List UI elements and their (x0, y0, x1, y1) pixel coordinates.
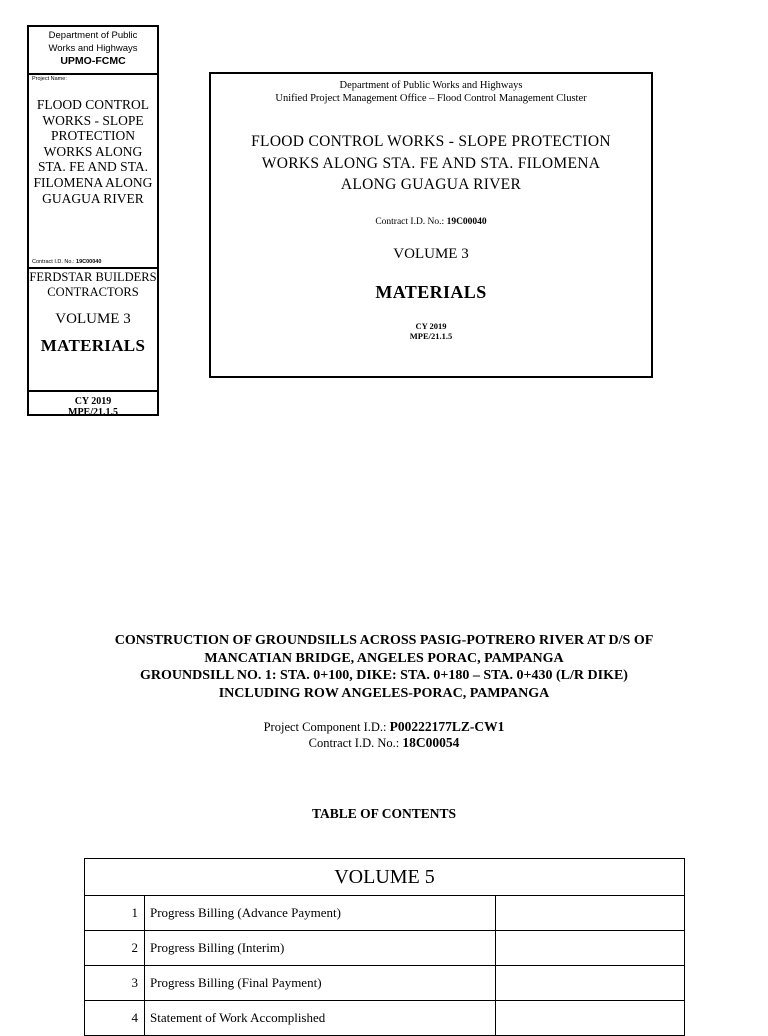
row-number: 1 (85, 896, 145, 931)
spine-cy-section (29, 392, 157, 426)
toc-heading: TABLE OF CONTENTS (311, 806, 457, 821)
project-title-line: GROUNDSILL NO. 1: STA. 0+100, DIKE: STA. 0+180 – STA. 0+430 (L/R DIKE) (140, 668, 628, 683)
cover-department: Department of Public Works and Highways (339, 80, 523, 91)
spine-department-line2: Works and Highways (48, 43, 138, 54)
spine-project-name: FLOOD CONTROL WORKS - SLOPE PROTECTION WORKS ALONG STA. FE AND STA. FILOMENA ALONG GUAGUA RIVER (33, 97, 153, 206)
spine-contract-id (32, 259, 101, 265)
component-label: Project Component I.D.: (263, 720, 387, 734)
spine-cy: CY 2019 (74, 396, 112, 407)
cover-volume: VOLUME 3 (393, 245, 469, 262)
table-row (85, 966, 685, 1001)
toc-table (84, 858, 685, 1036)
spine-volume-section (29, 269, 157, 392)
project-title-line: INCLUDING ROW ANGELES-PORAC, PAMPANGA (218, 685, 550, 701)
cover-office: Unified Project Management Office – Flood Control Management Cluster (275, 92, 587, 104)
cover-cy-block (211, 321, 651, 341)
cover-label (209, 72, 653, 378)
toc-header-row (85, 859, 685, 896)
project-title (60, 632, 708, 702)
cover-contract-id (211, 217, 651, 227)
spine-code: MPE/21.1.5 (68, 407, 118, 418)
row-item: Statement of Work Accomplished (145, 1001, 496, 1036)
cover-title: FLOOD CONTROL WORKS - SLOPE PROTECTION WORKS ALONG STA. FE AND STA. FILOMENA ALONG GUAGUA RIVER (251, 133, 611, 193)
spine-volume: VOLUME 3 (55, 311, 131, 327)
project-contract-value: 18C00054 (402, 735, 460, 750)
spine-contract-value: 19C00040 (76, 259, 102, 265)
project-title-line: CONSTRUCTION OF GROUNDSILLS ACROSS PASIG-POTRERO RIVER AT D/S OF (114, 633, 654, 648)
cover-contract-value: 19C00040 (446, 216, 487, 227)
table-row (85, 931, 685, 966)
row-extra (496, 1001, 685, 1036)
cover-code: MPE/21.1.5 (409, 330, 453, 341)
table-row (85, 1001, 685, 1036)
cover-materials: MATERIALS (375, 281, 487, 302)
project-ids (60, 719, 708, 751)
spine-materials: MATERIALS (40, 336, 146, 355)
spine-department-section (29, 27, 157, 75)
project-title-line: MANCATIAN BRIDGE, ANGELES PORAC, PAMPANGA (204, 650, 564, 666)
component-value: P00222177LZ-CW1 (389, 719, 505, 734)
row-item: Progress Billing (Advance Payment) (145, 896, 496, 931)
cover-contract-label: Contract I.D. No.: (375, 216, 445, 227)
row-extra (496, 966, 685, 1001)
project-component-id (60, 719, 708, 735)
cover-cy: CY 2019 (415, 320, 447, 331)
row-extra (496, 896, 685, 931)
row-number: 2 (85, 931, 145, 966)
project-contract-label: Contract I.D. No.: (308, 736, 400, 750)
spine-project-name-label: Project Name: (32, 76, 67, 82)
row-extra (496, 931, 685, 966)
row-number: 3 (85, 966, 145, 1001)
spine-project-section (29, 75, 157, 269)
spine-department-line1: Department of Public (48, 30, 138, 41)
spine-contract-label: Contract I.D. No.: (32, 259, 75, 265)
table-row (85, 896, 685, 931)
spine-cluster: UPMO-FCMC (60, 55, 126, 67)
row-item: Progress Billing (Interim) (145, 931, 496, 966)
spine-label (27, 25, 159, 416)
row-number: 4 (85, 1001, 145, 1036)
toc-volume-title: VOLUME 5 (85, 859, 685, 896)
cover-header (211, 80, 651, 105)
row-item: Progress Billing (Final Payment) (145, 966, 496, 1001)
spine-contractor: FERDSTAR BUILDERS CONTRACTORS (29, 270, 157, 299)
project-contract-id (60, 735, 708, 751)
